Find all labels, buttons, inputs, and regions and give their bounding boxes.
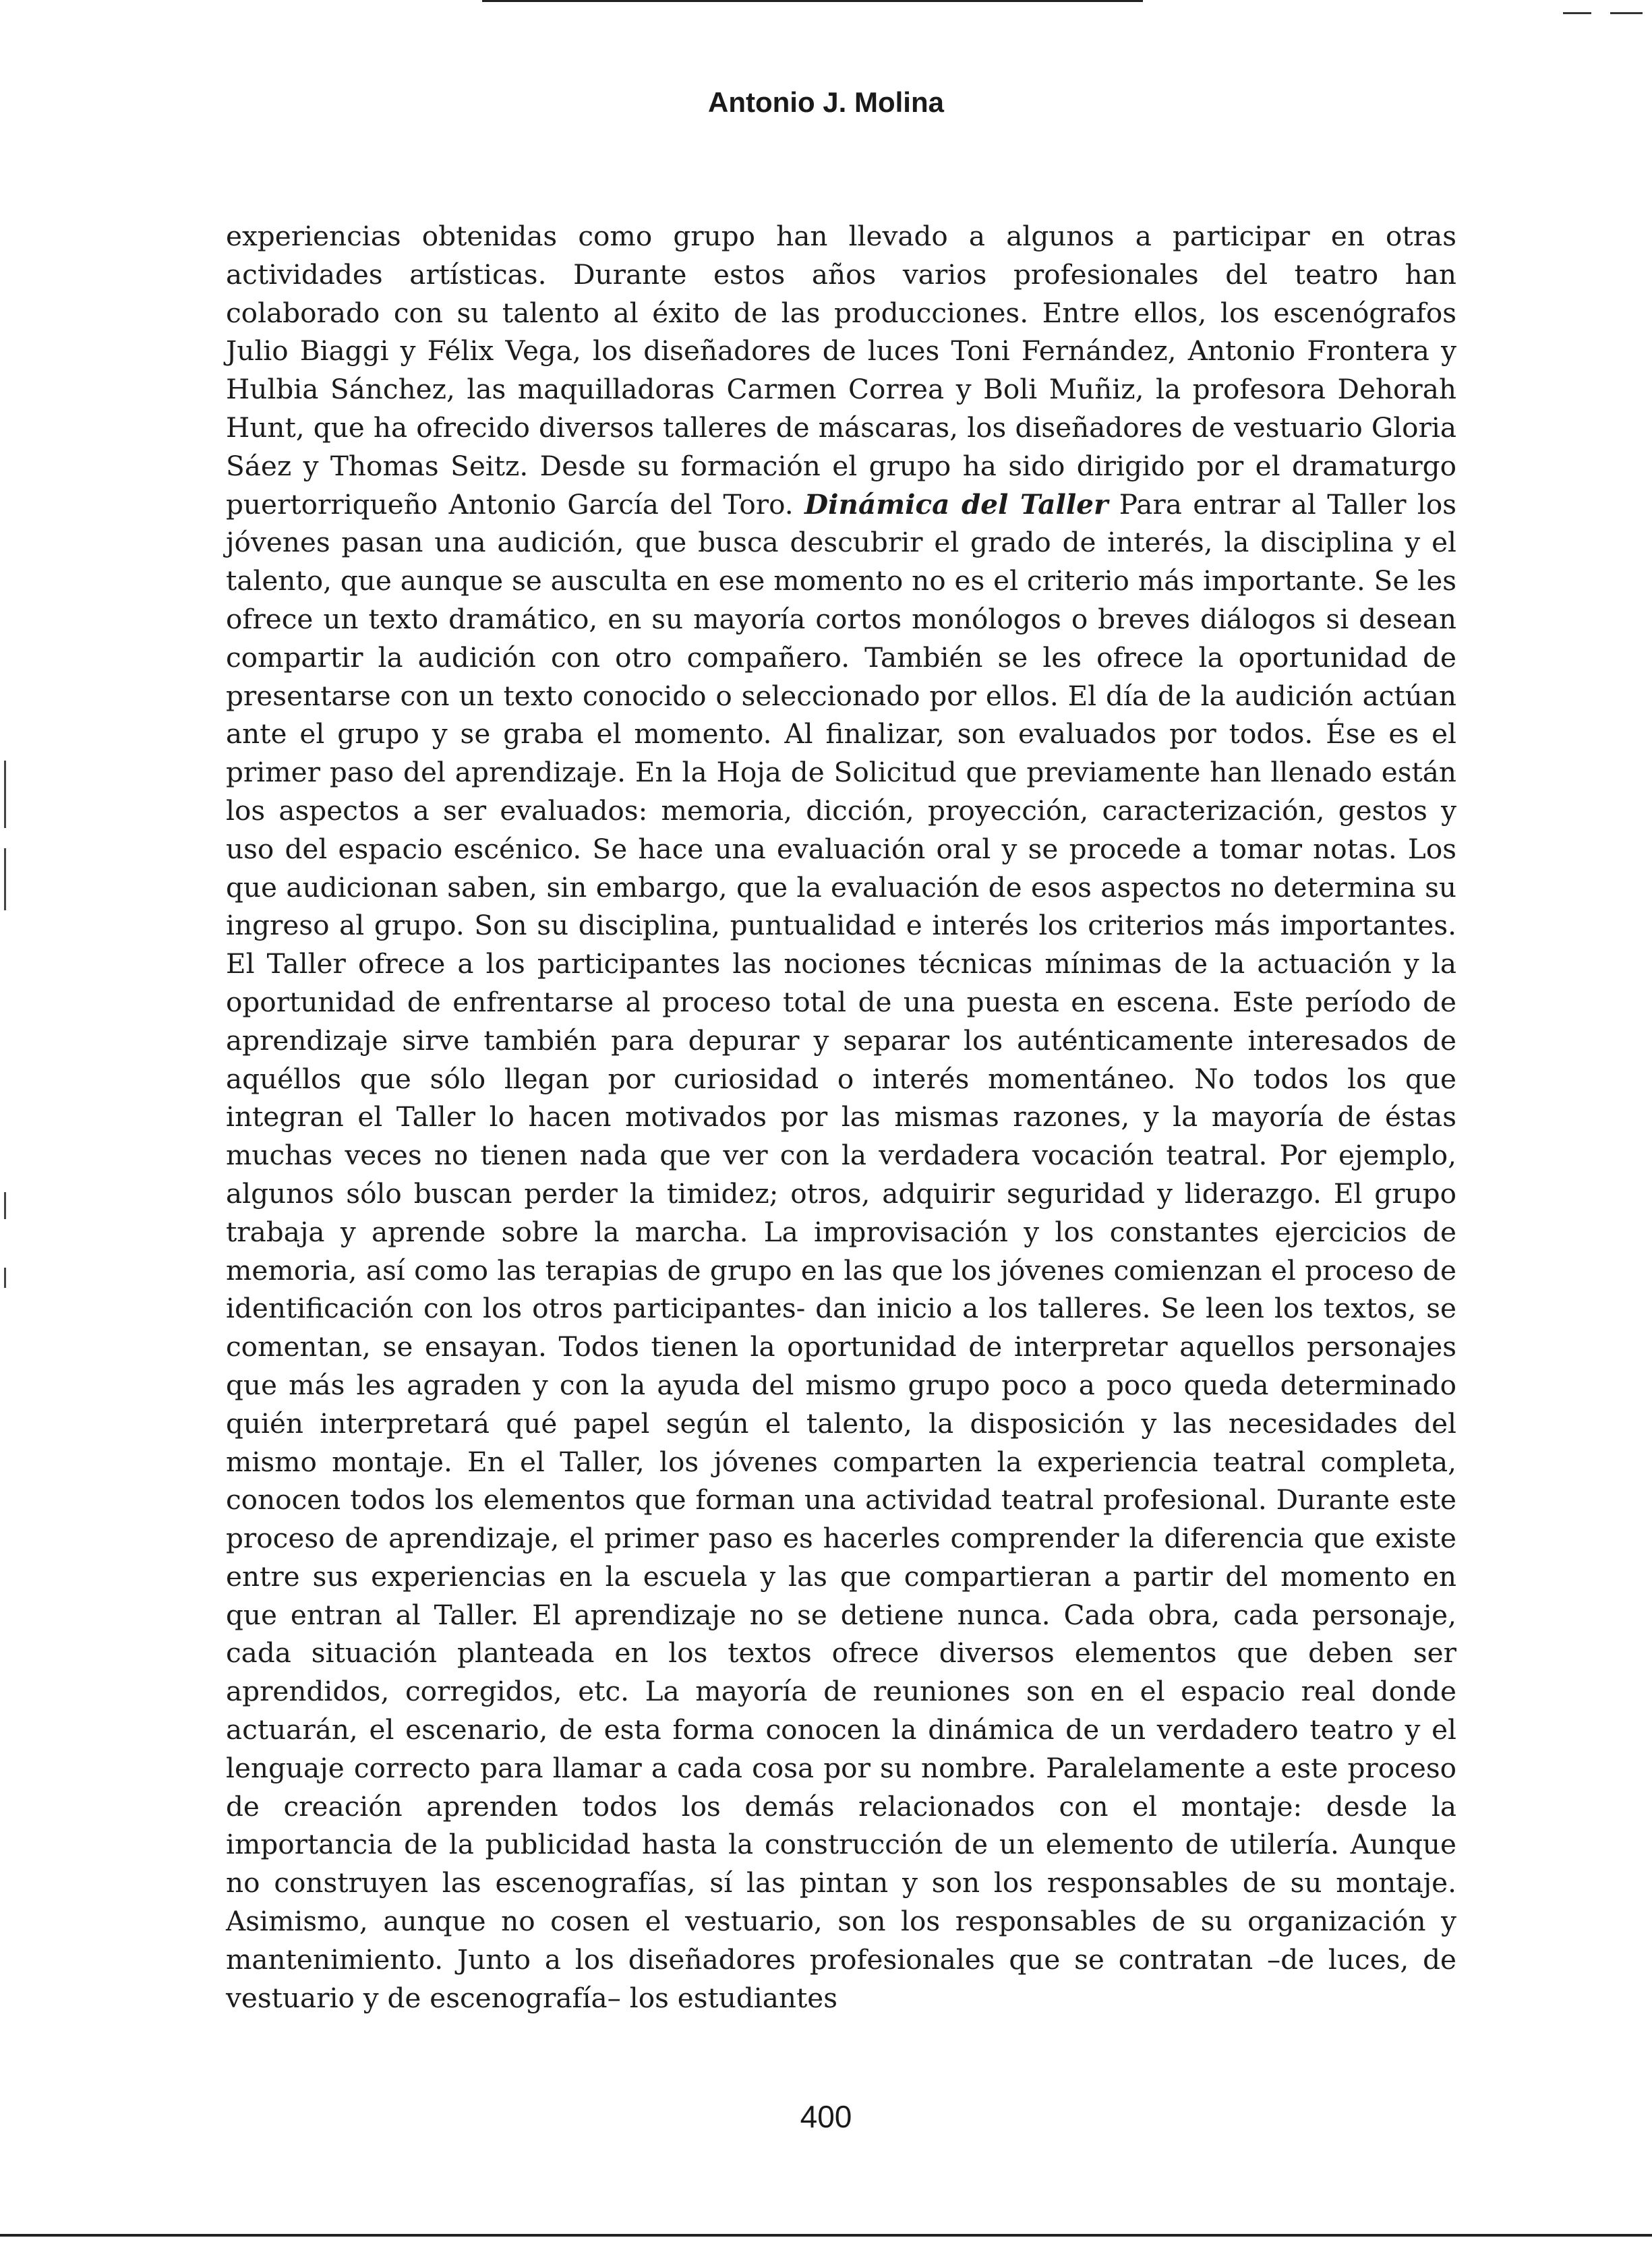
- page-number: 400: [800, 2099, 852, 2134]
- body-text-after: Para entrar al Taller los jóvenes pasan una audición, que busca descubrir el grado de interés, la disciplina y el talento, que aunque se ausculta en ese momento no es el criterio más importante. Se les ofrece un texto dramático, en su mayoría cortos monólogos o breves diálogos si desean compartir la audición con otro compañero. También se les ofrece la oportunidad de presentarse con un texto conocido o seleccionado por ellos. El día de la audición actúan ante el grupo y se graba el momento. Al finalizar, son evaluados por todos. Ése es el primer paso del aprendizaje. En la Hoja de Solicitud que previamente han llenado están los aspectos a ser evaluados: memoria, dicción, proyección, caracterización, gestos y uso del espacio escénico. Se hace una evaluación oral y se procede a tomar notas. Los que audicionan saben, sin embargo, que la evaluación de esos aspectos no determina su ingreso al grupo. Son su disciplina, puntualidad e interés los criterios más importantes. El Taller ofrece a los participantes las nociones técnicas mínimas de la actuación y la oportunidad de enfrentarse al proceso total de una puesta en escena. Este período de aprendizaje sirve también para depurar y separar los auténticamente interesados de aquéllos que sólo llegan por curiosidad o interés momentáneo. No todos los que integran el Taller lo hacen motivados por las mismas razones, y la mayoría de éstas muchas veces no tienen nada que ver con la verdadera vocación teatral. Por ejemplo, algunos sólo buscan perder la timidez; otros, adquirir seguridad y liderazgo. El grupo trabaja y aprende sobre la marcha. La improvisación y los constantes ejercicios de memoria, así como las terapias de grupo en las que los jóvenes comienzan el proceso de identificación con los otros participantes- dan inicio a los talleres. Se leen los textos, se comentan, se ensayan. Todos tienen la oportunidad de interpretar aquellos personajes que más les agraden y con la ayuda del mismo grupo poco a poco queda determinado quién interpretará qué papel según el talento, la disposición y las necesidades del mismo montaje. En el Taller, los jóvenes comparten la experiencia teatral completa, conocen todos los elementos que forman una actividad teatral profesional. Durante este proceso de aprendizaje, el primer paso es hacerles comprender la diferencia que existe entre sus experiencias en la escuela y las que compartieran a partir del momento en que entran al Taller. El aprendizaje no se detiene nunca. Cada obra, cada personaje, cada situación planteada en los textos ofrece diversos elementos que deben ser aprendidos, corregidos, etc. La mayoría de reuniones son en el espacio real donde actuarán, el escenario, de esta forma conocen la dinámica de un verdadero teatro y el lenguaje correcto para llamar a cada cosa por su nombre. Paralelamente a este proceso de creación aprenden todos los demás relacionados con el montaje: desde la importancia de la publicidad hasta la construcción de un elemento de utilería. Aunque no construyen las escenografías, sí las pintan y son los responsables de su montaje. Asimismo, aunque no cosen el vestuario, son los responsables de su organización y mantenimiento. Junto a los diseñadores profesionales que se contratan –de luces, de vestuario y de escenografía– los estudiantes: [226, 488, 1456, 2014]
- scan-margin-mark: [4, 1192, 6, 1219]
- scan-margin-mark: [4, 1268, 6, 1288]
- scan-dash-mark: [1563, 12, 1591, 14]
- scan-dash-mark: [1610, 12, 1643, 14]
- scan-margin-mark: [4, 848, 6, 910]
- body-paragraph: [226, 217, 1456, 2017]
- body-text-before: experiencias obtenidas como grupo han llevado a algunos a participar en otras actividades artísticas. Durante estos años varios profesionales del teatro han colaborado con su talento al éxito de las producciones. Entre ellos, los escenógrafos Julio Biaggi y Félix Vega, los diseñadores de luces Toni Fernández, Antonio Frontera y Hulbia Sánchez, las maquilladoras Carmen Correa y Boli Muñiz, la profesora Dehorah Hunt, que ha ofrecido diversos talleres de máscaras, los diseñadores de vestuario Gloria Sáez y Thomas Seitz. Desde su formación el grupo ha sido dirigido por el dramaturgo puertorriqueño Antonio García del Toro.: [226, 220, 1456, 521]
- scan-edge-bottom: [0, 2234, 1652, 2237]
- scan-edge-top: [482, 0, 1143, 2]
- section-heading: Dinámica del Taller: [804, 488, 1109, 521]
- running-head: Antonio J. Molina: [708, 86, 944, 118]
- scan-margin-mark: [4, 761, 6, 828]
